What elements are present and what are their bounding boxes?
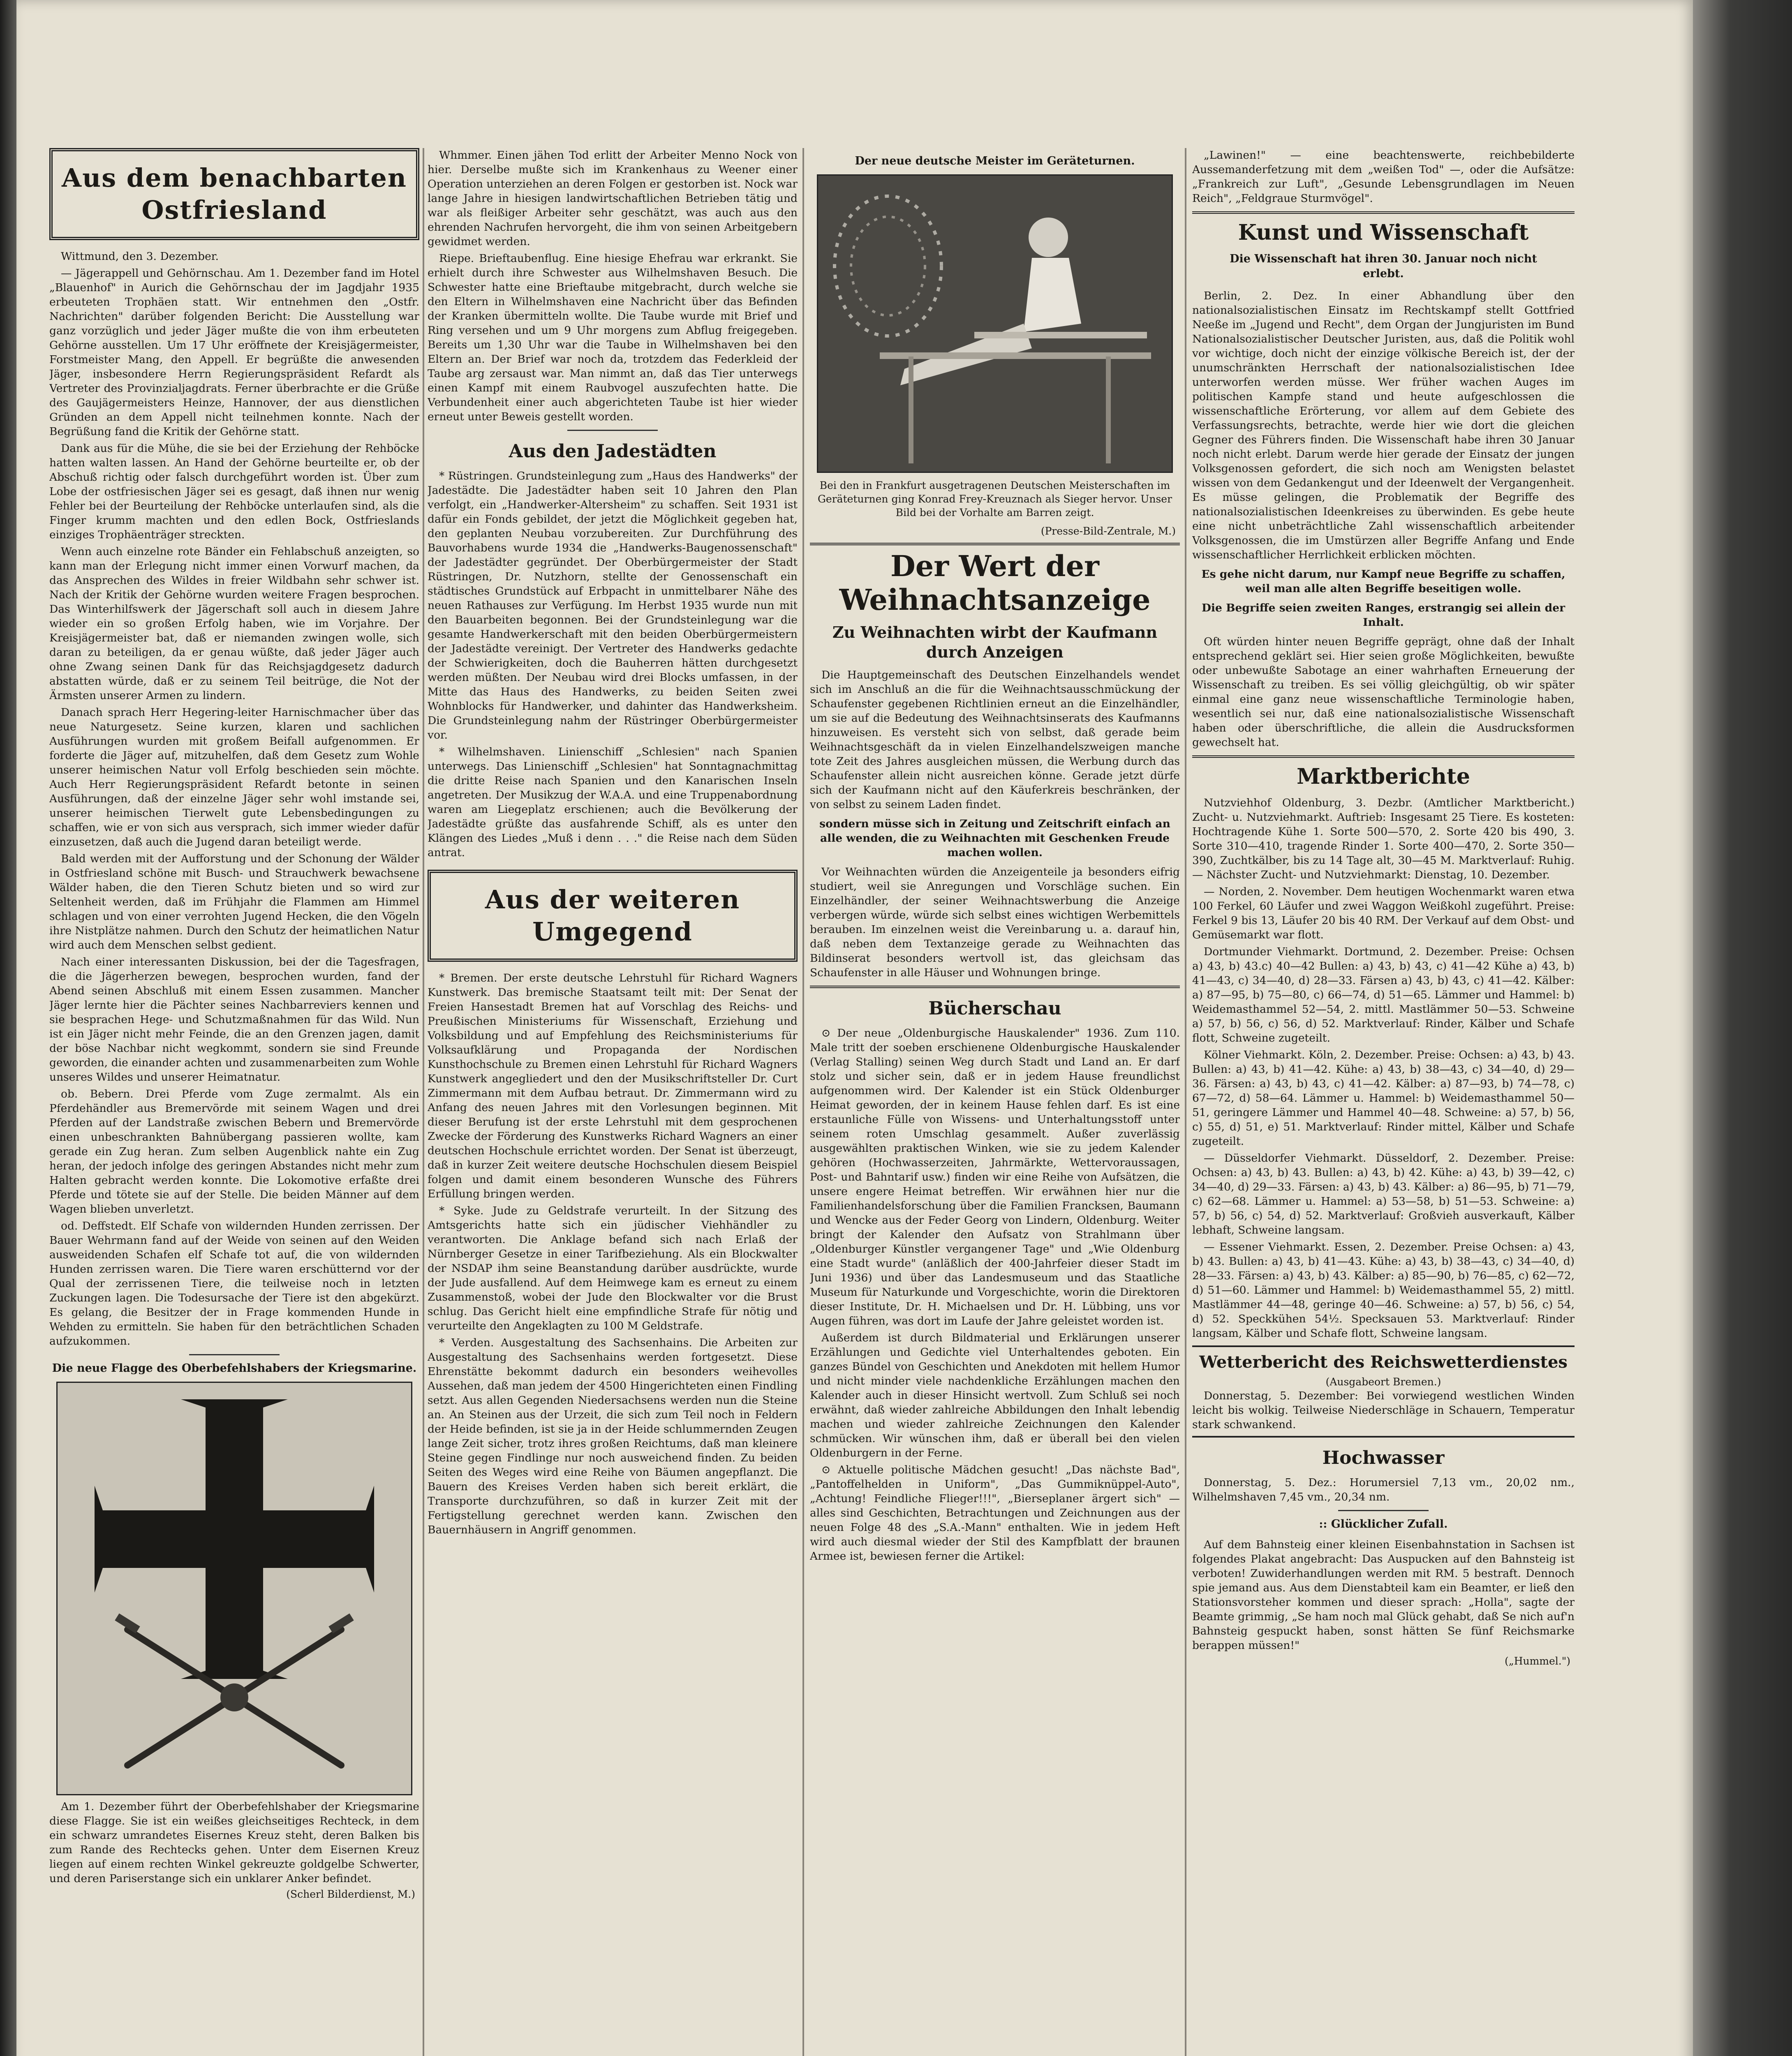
column-rule	[802, 148, 804, 2056]
scan-left-edge	[0, 0, 16, 2056]
article-bold-paragraph: sondern müsse sich in Zeitung und Zeitschrift einfach an alle wenden, die zu Weihnachten mit Geschenken Freude machen wollen.	[819, 817, 1170, 859]
anecdote-text: Auf dem Bahnsteig einer kleinen Eisenbahnstation in Sachsen ist folgendes Plakat angebracht: Das Auspucken auf den Bahnsteig ist verboten! Zuwiderhandlungen werden mit RM. 5 bestraft. Dennoch spie jemand aus. Aus dem Dienstabteil kam ein Beamter, er ließ den Stationsvorsteher kommen und dieser sprach: „Holla", sagte der Beamte grimmig, „Se ham noch mal Glück gehabt, daß Se nich auf'n Bahnsteig gespuckt haben, sonst hätten Se fünf Reichsmarke berappen müssen!"	[1192, 1538, 1575, 1652]
section-heading-weitere-umgegend: Aus der weiteren Umgegend	[428, 870, 798, 962]
gymnast-image	[818, 176, 1172, 472]
article-paragraph: * Bremen. Der erste deutsche Lehrstuhl für Richard Wagners Kunstwerk. Das bremische Staatsamt teilt mit: Der Senat der Freien Hansestadt Bremen hat auf Vorschlag des Reichs- und Preußischen Ministeriums für Wissenschaft, Erziehung und Volksbildung und auf Empfehlung des Reichsministeriums für Volksaufklärung und Propaganda der Nordischen Kunsthochschule zu Bremen einen Lehrstuhl für Richard Wagners Kunstwerk angegliedert und den der Musikschriftsteller Dr. Curt Zimmermann mit dem Aufbau betraut. Dr. Zimmermann wird zu Anfang des neuen Jahres mit den Vorlesungen beginnen. Mit dieser Berufung ist der erste Lehrstuhl mit dem gesprochenen Zwecke der Förderung des Kunstwerks Richard Wagners an einer deutschen Hochschule errichtet worden. Der Senat ist überzeugt, daß in kurzer Zeit weitere deutsche Hochschulen diesem Beispiel folgen und damit einem besonderen Wunsche des Führers Erfüllung bringen werden.	[428, 972, 798, 1200]
market-reports	[1192, 796, 1575, 1341]
article-subheadline: Zu Weihnachten wirbt der Kaufmann durch Anzeigen	[832, 623, 1158, 661]
market-report: — Düsseldorfer Viehmarkt. Düsseldorf, 2. Dezember. Preise: Ochsen: a) 43, b) 43. Bullen: a) 43, b) 42. Kühe: a) 43, b) 39—42, c) 34—40, d) 29—33. Färsen: a) 43, b) 43. Kälber: a) 86—95, b) 71—79, c) 62—68. Lämmer u. Hammel: a) 53—58, b) 51—53. Schweine: a) 57, b) 56, c) 54, d) 52. Marktverlauf: Großvieh ausverkauft, Kälber lebhaft, Schweine langsam.	[1192, 1152, 1575, 1236]
article-paragraph: Riepe. Brieftaubenflug. Eine hiesige Ehefrau war erkrankt. Sie erhielt durch ihre Schwester aus Wilhelmshaven Besuch. Die Schwester hatte eine Brieftaube mitgebracht, durch welche sie den Eltern in Wilhelmshaven eine Nachricht über das Befinden der Kranken übermitteln wollte. Die Taube wurde mit Brief und Ring versehen und um 9 Uhr morgens zum Abflug freigegeben. Bereits um 1,30 Uhr war die Taube in Wilhelmshaven bei den Eltern an. Der Brief war noch da, trotzdem das Federkleid der Taube arg zersaust war. Man nimmt an, daß das Tier unterwegs einen Kampf mit einem Raubvogel auszufechten hatte. Die Verbundenheit einer auch abgerichteten Taube ist hier wieder erneut unter Beweis gestellt worden.	[428, 252, 798, 423]
high-water-times: Donnerstag, 5. Dez.: Horumersiel 7,13 vm., 20,02 nm., Wilhelmshaven 7,45 vm., 20,34 nm.	[1192, 1476, 1575, 1503]
photo-credit: (Scherl Bilderdienst, M.)	[286, 1888, 415, 1900]
scan-right-edge	[1693, 0, 1792, 2056]
article-paragraph: Außerdem ist durch Bildmaterial und Erklärungen unserer Erzählungen und Gedichte viel Unterhaltendes geboten. Ein ganzes Bündel von Geschichten und Anekdoten mit hellem Humor und nicht minder viele nachdenkliche Erzählungen machen den Kalender auch in dieser Hinsicht wertvoll. Zum Schluß sei noch erwähnt, daß wieder zahlreiche Abbildungen den Inhalt lebendig machen und wieder zahlreiche Zeichnungen den Kalender schmücken. Wir wünschen ihm, daß er überall bei den vielen Oldenburgern in der Ferne.	[810, 1331, 1180, 1459]
market-report: Nutzviehhof Oldenburg, 3. Dezbr. (Amtlicher Marktbericht.) Zucht- u. Nutzviehmarkt. Auftrieb: Insgesamt 25 Tiere. Es kosteten: Hochtragende Kühe 1. Sorte 500—570, 2. Sorte 420 bis 490, 3. Sorte 310—410, tragende Rinder 1. Sorte 400—470, 2. Sorte 350—390, Zuchtkälber, bis zu 14 Tage alt, 30—45 M. Marktverlauf: Ruhig. — Nächster Zucht- und Nutzviehmarkt: Dienstag, 10. Dezember.	[1192, 796, 1575, 881]
article-paragraph: ob. Bebern. Drei Pferde vom Zuge zermalmt. Als ein Pferdehändler aus Bremervörde mit seinem Wagen und drei Pferden auf der Landstraße zwischen Bebern und Bremervörde einen unbeschrankten Bahnübergang passieren wollte, kam gerade ein Zug heran. Zum selben Augenblick nahte ein Zug heran, der jedoch infolge des geringen Abstandes nicht mehr zum Halten gebracht werden konnte. Die Lokomotive erfaßte drei Pferde und tötete sie auf der Stelle. Die beiden Männer auf dem Wagen blieben unverletzt.	[49, 1088, 419, 1216]
article-paragraph: Vor Weihnachten würden die Anzeigenteile ja besonders eifrig studiert, weil sie Anregungen und Vorschläge suchen. Ein Einzelhändler, der seiner Weihnachtswerbung die Anzeige verbergen würde, würde sich selbst eines wichtigen Werbemittels berauben. Im einzelnen weist die Vereinbarung u. a. darauf hin, daß neben dem Textanzeige gerade zu Weihnachten das Bildinserat besonders wertvoll ist, das gleichsam das Schaufenster in alle Häuser und Wohnungen bringe.	[810, 866, 1180, 979]
weather-heading: Wetterbericht des Reichswetterdienstes	[1199, 1352, 1568, 1372]
column-rule	[423, 148, 424, 2056]
newspaper-page	[16, 0, 1694, 2056]
flag-photo-caption: Am 1. Dezember führt der Oberbefehlshaber der Kriegsmarine diese Flagge. Sie ist ein weißes gleichseitiges Rechteck, in dem ein schwarz umrandetes Eisernes Kreuz steht, deren Balken bis zum Rande des Rechtecks gehen. Unter dem Eisernen Kreuz liegen auf einem rechten Winkel gekreuzte goldgelbe Schwerter, und deren Pariserstange sich ein unklarer Anker befindet.	[49, 1800, 419, 1885]
photo-credit: (Presse-Bild-Zentrale, M.)	[1041, 525, 1176, 537]
divider	[1338, 1510, 1429, 1511]
gym-photo-caption: Bei den in Frankfurt ausgetragenen Deutschen Meisterschaften im Geräteturnen ging Konrad Frey-Kreuznach als Sieger hervor. Unser Bild bei der Vorhalte am Barren zeigt.	[817, 479, 1172, 519]
column-3	[810, 148, 1180, 2056]
divider	[189, 1354, 280, 1355]
section-heading-buecherschau: Bücherschau	[928, 998, 1061, 1019]
article-paragraph: — Jägerappell und Gehörnschau. Am 1. Dezember fand im Hotel „Blauenhof" in Aurich die Gehörnschau der im Jagdjahr 1935 erbeuteten Trophäen statt. Wir entnehmen den „Ostfr. Nachrichten" darüber folgenden Bericht: Die Ausstellung war ganz vorzüglich und jeder Jäger mußte die von ihm erbeuteten Gehörne ausstellen. Um 17 Uhr eröffnete der Kreisjägermeister, Forstmeister Mang, den Appell. Er begrüßte die anwesenden Jäger, insbesondere Herrn Regierungspräsident Refardt als Vertreter des Provinzialjagdrats. Ferner überbrachte er die Grüße des Gaujägermeisters Heinze, Hannover, der aus dienstlichen Gründen an dem Appell nicht teilnehmen konnte. Nach der Begrüßung fand die Kritik der Gehörne statt.	[49, 267, 419, 438]
high-water-heading: Hochwasser	[1322, 1447, 1445, 1468]
flag-photo	[56, 1382, 412, 1795]
divider	[567, 430, 658, 431]
article-bold-paragraph: Die Begriffe seien zweiten Ranges, erstrangig sei allein der Inhalt.	[1201, 602, 1565, 629]
article-paragraph: Die Hauptgemeinschaft des Deutschen Einzelhandels wendet sich im Anschluß an die für die Weihnachtsausschmückung der Schaufenster gegebenen Richtlinien erneut an die Einzelhändler, um sie auf die Bedeutung des Weihnachtsinserats des Kaufmanns hinzuweisen. Es versteht sich von selbst, daß gerade beim Weihnachtsgeschäft da in vielen Einzelhandelszweigen manche tote Zeit des Jahres ausgleichen müssen, die Werbung durch das Schaufenster allein nicht ausreichen könne. Gerade jetzt dürfe sich der Kaufmann nicht auf den Käuferkreis beschränken, der von selbst zu seinem Laden findet.	[810, 669, 1180, 811]
article-paragraph: Wenn auch einzelne rote Bänder ein Fehlabschuß anzeigten, so kann man der Erlegung nicht immer einen Vorwurf machen, da das Ansprechen des Wildes in freier Wildbahn sehr schwer ist. Nach der Kritik der Gehörne wurden weitere Fragen besprochen. Das Winterhilfswerk der Jägerschaft soll auch in diesem Jahre wieder ein so großen Erfolg haben, wie im Vorjahre. Der Kreisjägermeister bat, daß er niemanden zwingen wolle, sich daran zu beteiligen, da er genau wüßte, daß jeder Jäger auch ohne Zwang seinen Dank für das Reichsjagdgesetz dadurch abstatten würde, daß er zu seinem Teil beitrüge, die Not der Ärmsten unserer Armen zu lindern.	[49, 545, 419, 702]
article-paragraph: Whmmer. Einen jähen Tod erlitt der Arbeiter Menno Nock von hier. Derselbe mußte sich im Krankenhaus zu Weener einer Operation unterziehen an deren Folgen er gestorben ist. Nock war lange Jahre in hiesigen landwirtschaftlichen Betrieben tätig und war als fleißiger Arbeiter sehr geschätzt, was auch aus den ehrenden Nachrufen hervorgeht, die ihm von seinen Arbeitgebern gewidmet werden.	[428, 149, 798, 248]
section-heading-ostfriesland: Aus dem benachbarten Ostfriesland	[49, 148, 419, 240]
iron-cross-flag-image	[58, 1383, 411, 1794]
flag-photo-title: Die neue Flagge des Oberbefehlshabers der Kriegsmarine.	[52, 1362, 417, 1375]
weather-box	[1192, 1345, 1575, 1438]
section-heading-kunst-wissenschaft: Kunst und Wissenschaft	[1238, 220, 1529, 245]
article-paragraph: * Rüstringen. Grundsteinlegung zum „Haus des Handwerks" der Jadestädte. Die Jadestädter haben seit 10 Jahren den Plan verfolgt, ein „Handwerker-Altersheim" zu schaffen. Seit 1931 ist dafür ein Fonds gebildet, der jetzt die Möglichkeit gegeben hat, den geplanten Neubau vorzubereiten. Zur Durchführung des Bauvorhabens wurde 1934 die „Handwerks-Baugenossenschaft" der Jadestädter gegründet. Der Oberbürgermeister der Stadt Rüstringen, Dr. Nutzhorn, stellte der Genossenschaft ein städtisches Grundstück auf Erbpacht in unmittelbarer Nähe des neuen Rathauses zur Verfügung. Im Herbst 1935 wurde nun mit den Bauarbeiten begonnen. Bei der Grundsteinlegung war die gesamte Handwerkerschaft mit den beiden Oberbürgermeistern der Jadestädte vereinigt. Der Vertreter des Handwerks gedachte der Schwierigkeiten, doch die Bauherren hätten durchgesetzt werden müßten. Der Neubau wird drei Blocks umfassen, in der Mitte das Haus des Handwerks, zu beiden Seiten zwei Wohnblocks für Handwerker, und dahinter das Handwerksheim. Die Grundsteinlegung nahm der Rüstringer Oberbürgermeister vor.	[428, 470, 798, 741]
article-paragraph: ⊙ Aktuelle politische Mädchen gesucht! „Das nächste Bad", „Pantoffelhelden in Uniform", „Das Gummiknüppel-Auto", „Achtung! Feindliche Flieger!!!", „Bierseplaner ärgert sich" — alles sind Geschichten, Betrachtungen und Zeichnungen aus der neuen Folge 48 des „S.A.-Mann" enthalten. Wie in jedem Heft wird auch diesmal wieder der Stil des Kampfblatt der braunen Armee ist, bewiesen ferner die Artikel:	[810, 1463, 1180, 1563]
anecdote-credit: („Hummel.")	[1504, 1655, 1570, 1667]
weather-forecast: Donnerstag, 5. Dezember: Bei vorwiegend westlichen Winden leicht bis wolkig. Teilweise Niederschläge in Schauern, Temperatur stark schwankend.	[1192, 1389, 1575, 1431]
article-paragraph: Danach sprach Herr Hegering-leiter Harnischmacher über das neue Naturgesetz. Seine kurzen, klaren und sachlichen Ausführungen wurden mit großem Beifall aufgenommen. Er forderte die Jäger auf, mitzuhelfen, daß dem Gesetz zum Wohle unserer heimischen Natur voll Erfolg beschieden sein möchte. Auch Herr Regierungspräsident Refardt betonte in seinen Ausführungen, daß der einzelne Jäger sehr wohl imstande sei, unserer heimischen Tierwelt gute Lebensbedingungen zu schaffen, wie er von sich aus versprach, sich immer wieder dafür einzusetzen, daß auch die Jugend daran beteiligt werde.	[49, 706, 419, 848]
section-heading-jadestaedte: Aus den Jadestädten	[509, 441, 717, 462]
gymnastics-photo	[817, 174, 1173, 473]
article-paragraph: * Syke. Jude zu Geldstrafe verurteilt. In der Sitzung des Amtsgerichts hatte sich ein jüdischer Viehhändler zu verantworten. Die Anklage befand sich nach Erlaß der Nürnberger Gesetze in einer Tarifbeziehung. Als ein Blockwalter der NSDAP ihm seine Beanstandung darüber ausdrückte, wurde der Jude ausfallend. Auf dem Heimwege kam es erneut zu einem Zusammenstoß, wobei der Jude den Blockwalter vor die Brust schlug. Das Gericht hielt eine empfindliche Strafe für nötig und verurteilte den Angeklagten zu 100 M Geldstrafe.	[428, 1204, 798, 1332]
article-paragraph: * Wilhelmshaven. Linienschiff „Schlesien" nach Spanien unterwegs. Das Linienschiff „Schlesien" hat Sonntagnachmittag die dritte Reise nach Spanien und den Kanarischen Inseln angetreten. Der Musikzug der W.A.A. und eine Truppenabordnung waren am Liegeplatz erschienen; auch die Bevölkerung der Jadestädte grüßte das ausfahrende Schiff, als es unter den Klängen des Liedes „Muß i denn . . ." die Reise nach dem Süden antrat.	[428, 746, 798, 859]
article-bold-paragraph: Es gehe nicht darum, nur Kampf neue Begriffe zu schaffen, weil man alle alten Begriffe beseitigen wolle.	[1201, 568, 1565, 595]
market-report: Dortmunder Viehmarkt. Dortmund, 2. Dezember. Preise: Ochsen a) 43, b) 43.c) 40—42 Bullen: a) 43, b) 43, c) 41—42 Kühe a) 43, b) 41—43, c) 34—40, d) 28—33. Färsen a) 43, b) 43, c) 41—42. Kälber: a) 87—95, b) 75—80, c) 66—74, d) 51—65. Lämmer und Hammel: b) Weidemasthammel 52—54, 2. mittl. Mastlämmer 50—53. Schweine a) 57, b) 56, c) 56, d) 52. Marktverlauf: Rinder, Kälber und Schafe flott, Schweine zugeteilt.	[1192, 945, 1575, 1044]
weather-subheading: (Ausgabeort Bremen.)	[1325, 1376, 1441, 1388]
section-heading-marktberichte: Marktberichte	[1297, 764, 1470, 789]
article-paragraph: od. Deffstedt. Elf Schafe von wildernden Hunden zerrissen. Der Bauer Wehrmann fand auf der Weide von seinen auf den Weiden ausweidenden Schafen elf Schafe tot auf, die von wildernden Hunden zerrissen waren. Die Tiere waren erschütternd vor der Qual der zerrissenen Tiere, die teilweise noch in letzten Zuckungen lagen. Die Todesursache der Tiere ist den abgekürzt. Es gelang, die Besitzer der in Frage kommenden Hunde in Wehden zu ermitteln. Sie haben für den beträchtlichen Schaden aufzukommen.	[49, 1220, 419, 1348]
column-1	[49, 148, 419, 2056]
column-2	[428, 148, 798, 2056]
article-paragraph: Oft würden hinter neuen Begriffe geprägt, ohne daß der Inhalt entsprechend geklärt sei. Hier seien große Möglichkeiten, bewußte oder unbewußte Sabotage an einer wahrhaften Erneuerung der Wissenschaft zu treiben. Es sei völlig gleichgültig, ob wir später einmal eine ganz neue wissenschaftliche Terminologie haben, wesentlich sei nur, daß eine nationalsozialistische Wissenschaft haben oder überschriftliche, die allein die Ausdrucksformen gewechselt hat.	[1192, 635, 1575, 749]
market-report: — Essener Viehmarkt. Essen, 2. Dezember. Preise Ochsen: a) 43, b) 43. Bullen: a) 43, b) 41—43. Kühe: a) 43, b) 38—43, c) 34—40, d) 28—33. Färsen: a) 43, b) 43. Kälber: a) 85—90, b) 76—85, c) 62—72, d) 51—60. Lämmer und Hammel: b) Weidemasthammel 55, 2) mittl. Mastlämmer 44—48, geringe 40—46. Schweine: a) 57, b) 56, c) 54, d) 52. Speckkühen 54½. Specksauen 53. Marktverlauf: Rinder langsam, Kälber und Schafe flott, Schweine langsam.	[1192, 1241, 1575, 1340]
column-rule	[1185, 148, 1186, 2056]
gym-photo-title: Der neue deutsche Meister im Geräteturnen.	[855, 155, 1135, 167]
market-report: Kölner Viehmarkt. Köln, 2. Dezember. Preise: Ochsen: a) 43, b) 43. Bullen: a) 43, b) 41—42. Kühe: a) 43, b) 38—43, c) 34—40, d) 29—36. Färsen: a) 43, b) 43, c) 41—42. Kälber: a) 87—93, b) 74—78, c) 67—72, d) 58—64. Lämmer u. Hammel: b) Weidemasthammel 50—51, geringere Lämmer und Hammel 40—48. Schweine: a) 57, b) 56, c) 55, d) 51, e) 51. Marktverlauf: Rinder mittel, Kälber und Schafe zugeteilt.	[1192, 1049, 1575, 1148]
anecdote-heading: :: Glücklicher Zufall.	[1319, 1518, 1448, 1530]
article-paragraph: „Lawinen!" — eine beachtenswerte, reichbebilderte Aussemanderfetzung mit dem „weißen Tod" —, oder die Aufsätze: „Frankreich zur Luft", „Gesunde Lebensgrundlagen im Neuen Reich", „Feldgraue Sturmvögel".	[1192, 149, 1575, 205]
article-paragraph: Bald werden mit der Aufforstung und der Schonung der Wälder in Ostfriesland schöne mit Busch- und Strauchwerk bewachsene Wälder haben, die den Tieren Schutz bieten und so wird zur Seltenheit werden, daß im Frühjahr die Flammen am Himmel schlagen und von einer verrohten Jugend Hecken, die den Vögeln ihre Nistplätze nahmen. Durch den Schutz der heimatlichen Natur wird auch dem Menschen selbst gedient.	[49, 852, 419, 952]
article-paragraph: * Verden. Ausgestaltung des Sachsenhains. Die Arbeiten zur Ausgestaltung des Sachsenhains werden fortgesetzt. Diese Ehrenstätte bekommt dadurch ein besonders weihevolles Aussehen, daß man jedem der 4500 Hingerichteten einen Findling setzt. Aus allen Gegenden Niedersachsens werden nun die Steine an. An Steinen aus der Urzeit, die sich zum Teil noch in Feldern der Heide befinden, ist sie ja in der Heide schlummernden Zeugen lange Zeit sicher, trotz ihres großen Reichtums, daß man kleinere Steine gegen Findlinge nur noch ausweichend finden. Zu beiden Seiten des Weges wird eine Reihe von Bäumen angepflanzt. Die Bauern des Kreises Verden haben sich bereit erklärt, die Transporte durchzuführen, so daß in kurzer Zeit mit der Fertigstellung gerechnet werden kann. Zwischen den Bauernhäusern in Angriff genommen.	[428, 1336, 798, 1536]
article-headline-weihnachtsanzeige: Der Wert der Weihnachtsanzeige	[839, 549, 1151, 617]
article-paragraph: Berlin, 2. Dez. In einer Abhandlung über den nationalsozialistischen Einsatz im Rechtskampf stellt Gottfried Neeße im „Jugend und Recht", dem Organ der Jungjuristen im Bund Nationalsozialistischer Deutscher Juristen, aus, daß die Politik wohl vor wichtige, doch nicht der einzige völkische Bereich ist, der der unumschränkten Herrschaft der nationalsozialistischen Idee unterworfen werden müsse. Wer früher wachen Auges im politischen Kampfe stand und heute aufgeschlossen die wissenschaftliche Erörterung, vor allem auf dem Gebiete des Verfassungsrechts, betrachte, werde hier wie dort die gleichen Gegner des Führers finden. Die Wissenschaft habe ihren 30 Januar noch nicht erlebt. Darum werde hier gerade der Einsatz der jungen Volksgenossen gefordert, die sich noch am Wenigsten belastet wissen von dem Gedankengut und der Ideenwelt der Vergangenheit. Es müsse gelingen, die Problematik der Begriffe des nationalsozialistischen Ideenkreises zu überwinden. Es gebe heute eine nicht unbeträchtliche Zahl wissenschaftlich arbeitender Volksgenossen, die im Umstürzen aller Begriffe Anfang und Ende wissenschaftlicher Herrlichkeit erblicken möchten.	[1192, 289, 1575, 561]
article-paragraph: Dank aus für die Mühe, die sie bei der Erziehung der Rehböcke hatten walten lassen. An Hand der Gehörne beurteilte er, ob der Abschuß richtig oder falsch durchgeführt worden ist. Über zum Lobe der ostfriesischen Jäger sei es gesagt, daß ihnen nur wenig Fehler bei der Beurteilung der Rehböcke unterlaufen sind, als die Finger krumm machten und den edlen Bock, Ostfrieslands einziges Trophäenträger streckten.	[49, 442, 419, 541]
article-paragraph: Nach einer interessanten Diskussion, bei der die Tagesfragen, die die Jägerherzen bewegen, besprochen wurden, fand der Abend seinen Abschluß mit einem Essen zusammen. Mancher Jäger lernte hier die Pächter seines Nachbarreviers kennen und sie besprachen Hege- und Schutzmaßnahmen für das Wild. Nun ist ein Jäger nicht mehr Feinde, die an den Grenzen jagen, damit der böse Nachbar nicht wegkommt, sondern sie sind Freunde geworden, die einander achten und zusammenarbeiten zum Wohle unseres Wildes und unserer Heimatnatur.	[49, 956, 419, 1084]
dateline: Wittmund, den 3. Dezember.	[61, 250, 219, 263]
article-subheadline: Die Wissenschaft hat ihren 30. Januar noch nicht erlebt.	[1230, 252, 1537, 280]
article-paragraph: ⊙ Der neue „Oldenburgische Hauskalender" 1936. Zum 110. Male tritt der soeben erschienene Oldenburgische Hauskalender (Verlag Stalling) seinen Weg durch Stadt und Land an. Er darf stolz und sicher sein, daß er in jedem Hause freundlichst aufgenommen wird. Der Kalender ist ein Stück Oldenburger Heimat geworden, der in keinem Hause fehlen darf. Es ist eine erstaunliche Fülle von Wissens- und Unterhaltungsstoff unter seinem roten Umschlag gesammelt. Außer zuverlässig ausgewählten praktischen Winken, wie sie zu jedem Kalender gehören (Hochwasserzeiten, Jahrmärkte, Wettervoraussagen, Post- und Bahntarif usw.) finden wir eine Reihe von Aufsätzen, die unsere engere Heimat betreffen. Wir erwähnen hier nur die Familienhandelsforschung über die Familien Francksen, Baumann und Wencke aus der Feder Georg von Lindern, Oldenburg. Weiter bringt der Kalender den Aufsatz von Strahlmann über „Oldenburger Künstler vergangener Tage" und „Wie Oldenburg eine Stadt wurde" (anläßlich der 400-Jahrfeier dieser Stadt im Juni 1936) und über das Landesmuseum und das Staatliche Museum für Naturkunde und Vorgeschichte, worin die Direktoren dieser Institute, Dr. H. Michaelsen und Dr. H. Lübbing, uns vor Augen führen, was dort im Laufe der Jahre geleistet worden ist.	[810, 1027, 1180, 1327]
market-report: — Norden, 2. November. Dem heutigen Wochenmarkt waren etwa 100 Ferkel, 60 Läufer und zwei Waggon Weißkohl zugeführt. Preise: Ferkel 9 bis 13, Läufer 20 bis 40 RM. Der Verkauf auf dem Obst- und Gemüsemarkt war flott.	[1192, 885, 1575, 941]
column-4	[1192, 148, 1575, 2056]
